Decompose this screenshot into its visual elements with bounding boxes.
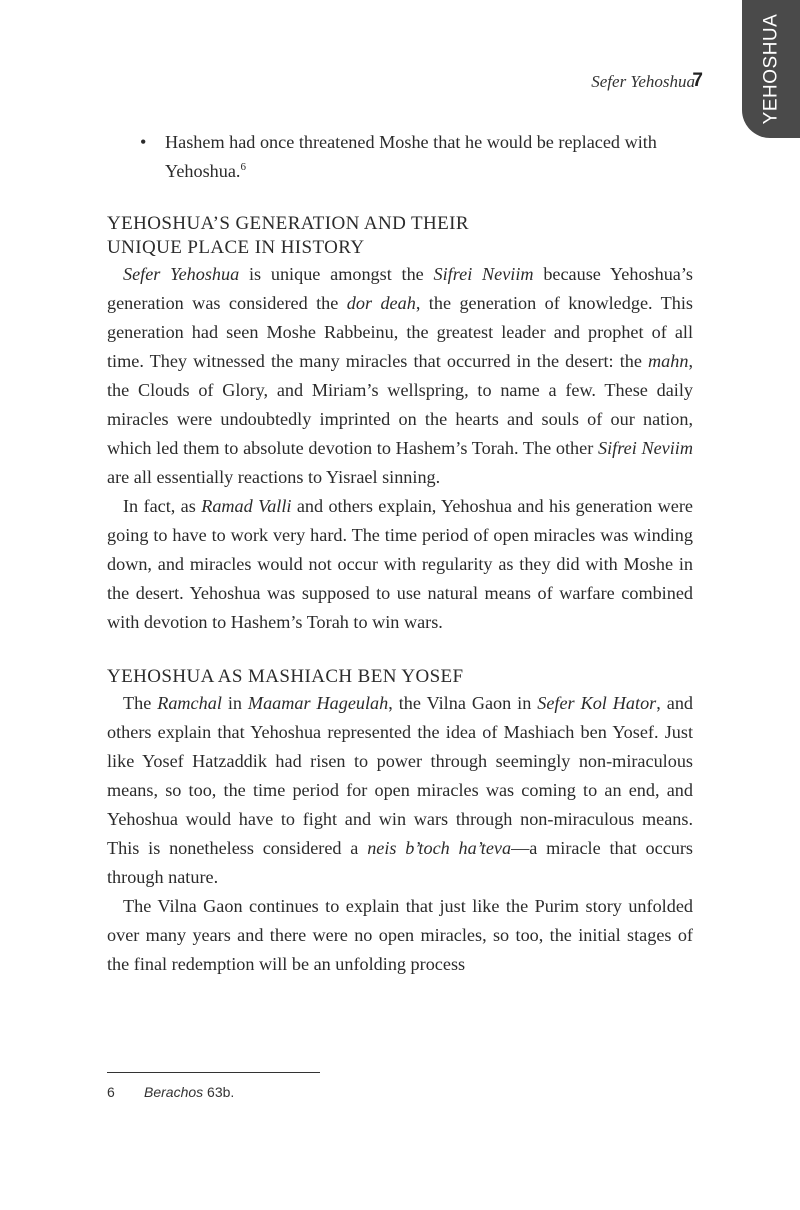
italic-term: Sefer Yehoshua <box>123 264 240 284</box>
footnote-reference: 6 <box>240 161 246 173</box>
text-run: because Yehoshua’s generation was considered the <box>107 264 694 313</box>
paragraph <box>107 892 693 979</box>
footnote-ref: 63b. <box>203 1084 235 1100</box>
footnote-source: Berachos <box>144 1084 204 1100</box>
text-run: is unique amongst the <box>239 264 434 284</box>
chapter-tab <box>742 0 800 138</box>
footnote-divider <box>107 1072 320 1073</box>
text-run: The <box>123 693 158 713</box>
paragraph <box>107 492 693 637</box>
text-run: in <box>221 693 248 713</box>
italic-term: Ramchal <box>157 693 222 713</box>
italic-term: Maamar Hageulah <box>247 693 389 713</box>
chapter-tab-label: YEHOSHUA <box>760 13 782 125</box>
text-run: are all essentially reactions to Yisrael sinning. <box>107 467 441 487</box>
paragraph <box>107 260 693 492</box>
text-run: The Vilna Gaon continues to explain that just like the Purim story unfolded over many years and there were no open miracles, so too, the initial stages of the final redemption will be an unfolding process <box>107 896 693 974</box>
italic-term: neis b’toch ha’teva <box>367 838 512 858</box>
italic-term: Sefer Kol Hator <box>537 693 657 713</box>
bullet-text: Hashem had once threatened Moshe that he would be replaced with Yehoshua. <box>165 132 657 181</box>
footnote-number: 6 <box>107 1084 115 1100</box>
italic-term: mahn <box>648 351 689 371</box>
text-run: , and others explain that Yehoshua represented the idea of Mashiach ben Yosef. Just like Yosef Hatzaddik had risen to power through seemingly non-miraculous means, so too, the time period for open miracles was coming to an end, and Yehoshua would have to fight and win wars through non-miraculous means. This is nonetheless considered a <box>107 693 694 858</box>
italic-term: Sifrei Neviim <box>433 264 534 284</box>
text-run: , the Vilna Gaon in <box>388 693 538 713</box>
section-heading-line: YEHOSHUA’S GENERATION AND THEIR <box>107 213 469 234</box>
footnote <box>107 1084 234 1100</box>
page-body <box>107 128 693 979</box>
text-run: In fact, as <box>123 496 202 516</box>
text-run: and others explain, Yehoshua and his generation were going to have to work very hard. The time period of open miracles was winding down, and miracles would not occur with regularity as they did with Moshe in the desert. Yehoshua was supposed to use natural means of warfare combined with devotion to Hashem’s Torah to win wars. <box>107 496 694 632</box>
section-heading-generation <box>107 212 527 260</box>
running-title: Sefer Yehoshua <box>591 72 695 91</box>
italic-term: Ramad Valli <box>201 496 292 516</box>
text-run: —a miracle that occurs through nature. <box>107 838 693 887</box>
page-number: 7 <box>692 70 703 91</box>
italic-term: Sifrei Neviim <box>598 438 693 458</box>
text-run: , the generation of knowledge. This generation had seen Moshe Rabbeinu, the greatest leader and prophet of all time. They witnessed the many miracles that occurred in the desert: the <box>107 293 694 371</box>
italic-term: dor deah <box>346 293 416 313</box>
text-run: , the Clouds of Glory, and Miriam’s wellspring, to name a few. These daily miracles were undoubtedly imprinted on the hearts and souls of our nation, which led them to absolute devotion to Hashem’s Torah. The other <box>107 351 693 458</box>
section-heading-mashiach: YEHOSHUA AS MASHIACH BEN YOSEF <box>107 666 464 687</box>
section-heading-line: UNIQUE PLACE IN HISTORY <box>107 237 365 258</box>
bullet-item <box>107 128 693 186</box>
bullet-dot-icon: • <box>140 132 147 152</box>
paragraph <box>107 689 693 892</box>
